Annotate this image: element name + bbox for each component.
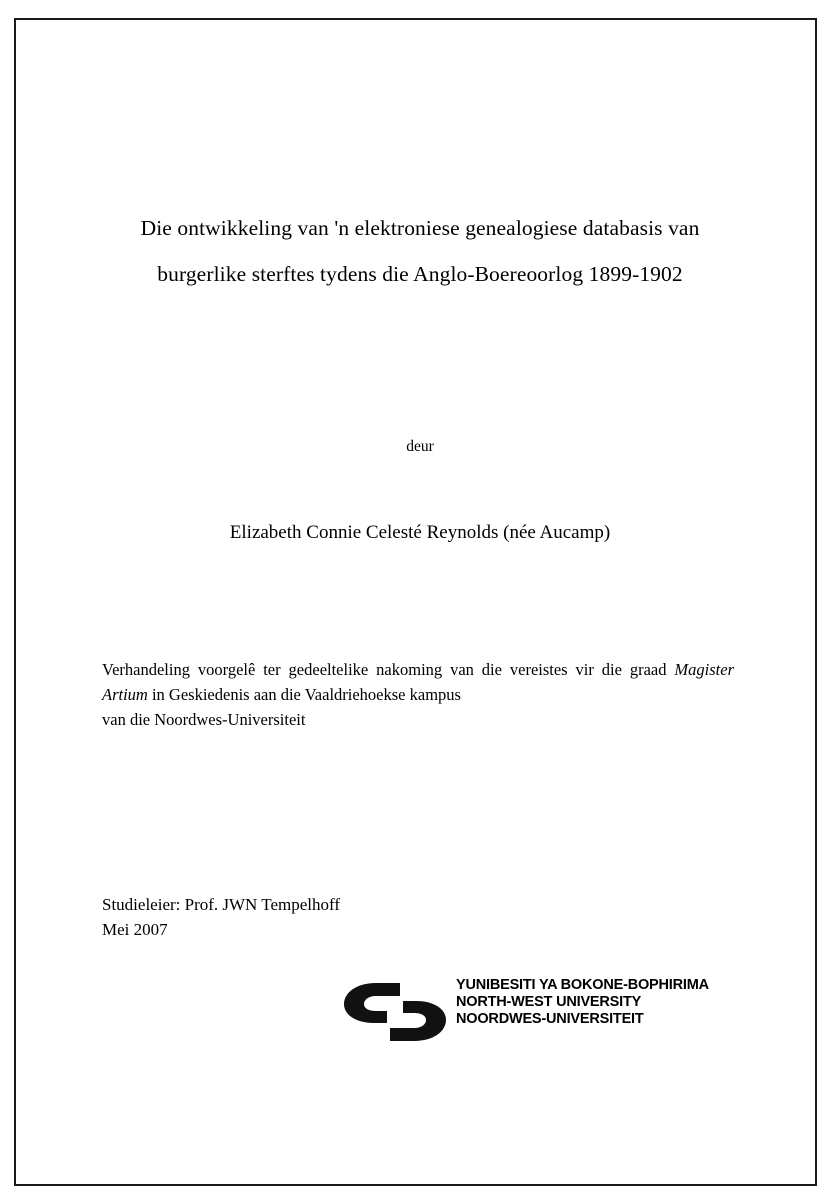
degree-statement [102,657,734,732]
logo-text-line-1: YUNIBESITI YA BOKONE-BOPHIRIMA [456,977,709,993]
logo-text-line-3: NOORDWES-UNIVERSITEIT [456,1011,644,1027]
degree-name: Magister Artium [102,660,734,704]
title-line-2: burgerlike sterftes tydens die Anglo-Boereoorlog 1899-1902 [157,262,683,286]
statement-part-3: van die Noordwes-Universiteit [102,710,306,729]
page-content [90,60,750,1140]
logo-text-line-2: NORTH-WEST UNIVERSITY [456,994,642,1010]
statement-part-2: in Geskiedenis aan die Vaaldriehoekse kampus [147,685,461,704]
author-name: Elizabeth Connie Celesté Reynolds (née Aucamp) [229,522,611,543]
university-logo-text [456,977,709,1028]
degree-statement-paragraph [102,657,734,707]
date-line: Mei 2007 [102,920,168,939]
supervisor-line: Studieleier: Prof. JWN Tempelhoff [102,895,341,914]
title-line-1: Die ontwikkeling van 'n elektroniese genealogiese databasis van [140,216,700,240]
north-west-university-logo-mark [340,979,450,1045]
statement-part-1: Verhandeling voorgelê ter gedeeltelike nakoming van die vereistes vir die graad [102,660,675,679]
university-logo [240,975,709,1055]
page-title [98,205,742,297]
byline-label: deur [406,438,434,455]
